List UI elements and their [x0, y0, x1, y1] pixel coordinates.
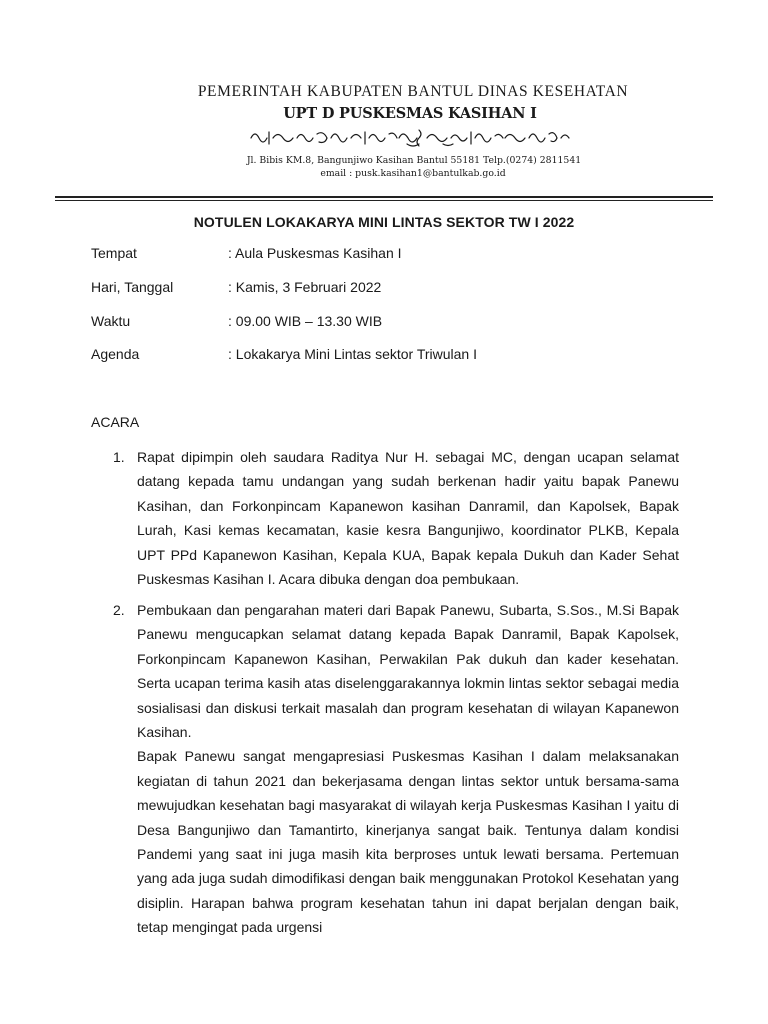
- list-item-paragraph: Bapak Panewu sangat mengapresiasi Puskesmas Kasihan I dalam melaksanakan kegiatan di tahun 2021 dan bekerjasama dengan lintas sektor untuk bersama-sama mewujudkan kesehatan bagi masyarakat di wilayah kerja Puskesmas Kasihan I yaitu di Desa Bangunjiwo dan Tamantirto, kinerjanya sangat baik. Tentunya dalam kondisi Pandemi yang saat ini juga masih kita berproses untuk lewati bersama. Pertemuan yang ada juga sudah dimodifikasi dengan baik menggunakan Protokol Kesehatan yang disiplin. Harapan bahwa program kesehatan tahun ini dapat berjalan dengan baik, tetap mengingat pada urgensi: [137, 748, 679, 936]
- meta-value: : Aula Puskesmas Kasihan I: [228, 245, 402, 261]
- meta-value: : Kamis, 3 Februari 2022: [228, 279, 382, 295]
- meta-value: : Lokakarya Mini Lintas sektor Triwulan I: [228, 346, 477, 362]
- section-heading: ACARA: [91, 414, 140, 430]
- letterhead-unit: UPT D PUSKESMAS KASIHAN I: [283, 105, 537, 122]
- list-item-body: [137, 445, 679, 591]
- letterhead-divider-thin: [55, 200, 713, 201]
- meta-label: Tempat: [91, 245, 137, 261]
- meta-value: : 09.00 WIB – 13.30 WIB: [228, 313, 383, 329]
- list-item-paragraph: Pembukaan dan pengarahan materi dari Bapak Panewu, Subarta, S.Sos., M.Si Bapak Panewu mengucapkan selamat datang kepada Bapak Danramil, Bapak Kapolsek, Forkonpincam Kapanewon Kasihan, Perwakilan Pak dukuh dan kader kesehatan. Serta ucapan terima kasih atas diselenggarakannya lokmin lintas sektor sebagai media sosialisasi dan diskusi terkait masalah dan program kesehatan di wilayan Kapanewon Kasihan.: [137, 602, 679, 741]
- meta-label: Agenda: [91, 346, 140, 362]
- letterhead-address: Jl. Bibis KM.8, Bangunjiwo Kasihan Bantul 55181 Telp.(0274) 2811541: [246, 155, 582, 166]
- javanese-script-graphic: [247, 126, 577, 150]
- letterhead-email: email : pusk.kasihan1@bantulkab.go.id: [320, 168, 506, 179]
- list-item-paragraph: Rapat dipimpin oleh saudara Raditya Nur H. sebagai MC, dengan ucapan selamat datang kepada tamu undangan yang sudah berkenan hadir yaitu bapak Panewu Kasihan, dan Forkonpincam Kapanewon kasihan Danramil, dan Kapolsek, Bapak Lurah, Kasi kemas kecamatan, kasie kesra Bangunjiwo, koordinator PLKB, Kepala UPT PPd Kapanewon Kasihan, Kepala KUA, Bapak kepala Dukuh dan Kader Sehat Puskesmas Kasihan I. Acara dibuka dengan doa pembukaan.: [137, 449, 679, 588]
- javanese-script-line: [0, 126, 768, 150]
- letterhead-divider-thick: [55, 196, 713, 198]
- list-item-number: 1.: [113, 449, 125, 465]
- document-title: NOTULEN LOKAKARYA MINI LINTAS SEKTOR TW I 2022: [193, 214, 575, 230]
- list-item-body: [137, 598, 679, 940]
- meta-label: Waktu: [91, 313, 131, 329]
- letterhead-government: PEMERINTAH KABUPATEN BANTUL DINAS KESEHATAN: [197, 83, 629, 100]
- list-item-number: 2.: [113, 602, 125, 618]
- meta-label: Hari, Tanggal: [91, 279, 174, 295]
